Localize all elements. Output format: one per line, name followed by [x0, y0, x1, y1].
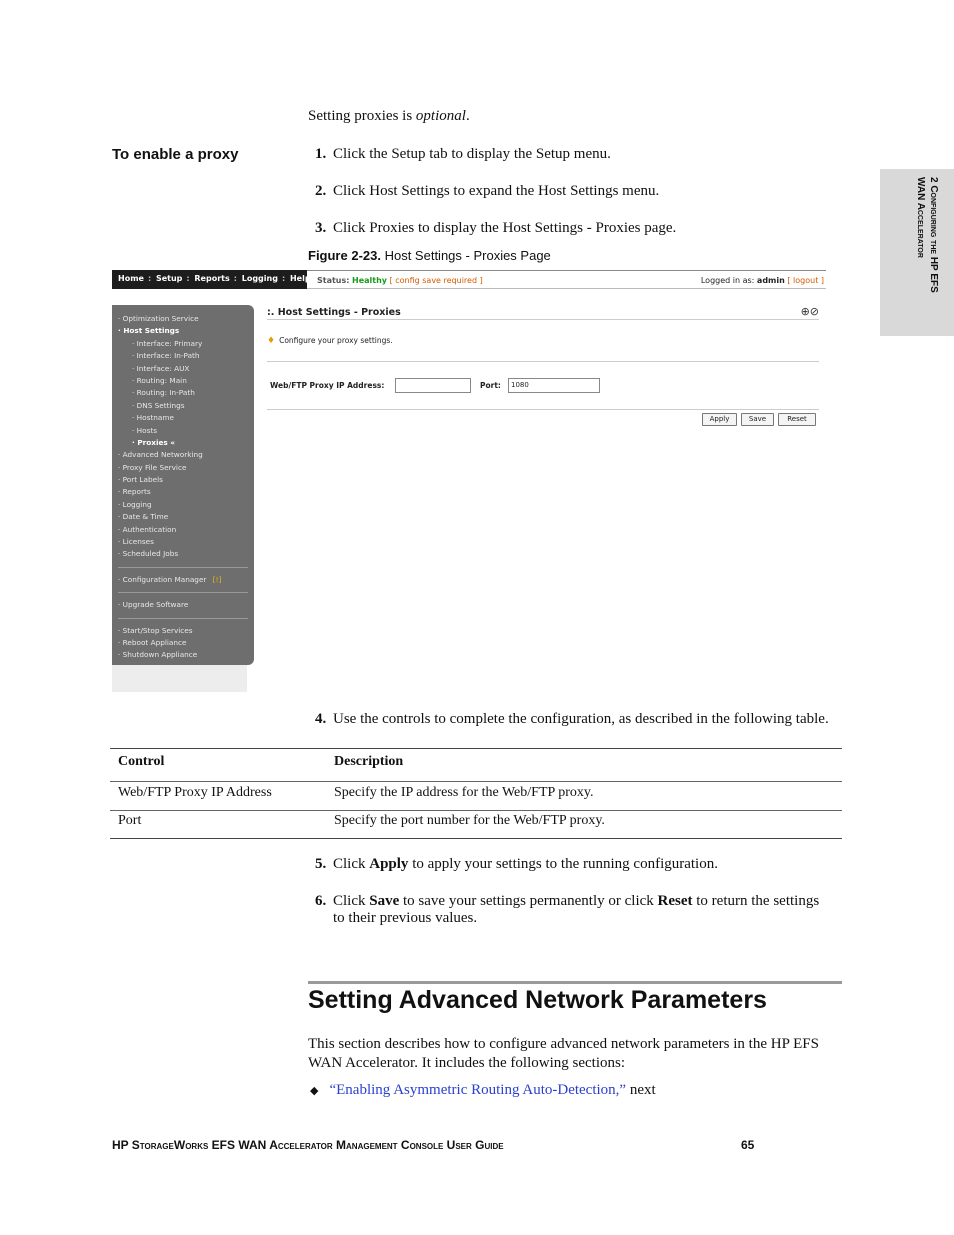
nav-item-label: Shutdown Appliance: [122, 650, 198, 660]
nav-group-settings: [112, 313, 254, 561]
nav-item-label: Hostname: [136, 413, 174, 423]
nav-item-label: Configuration Manager: [122, 574, 207, 584]
step-number: 3.: [315, 220, 327, 236]
nav-item-label: Interface: AUX: [136, 363, 190, 373]
hint-text: Configure your proxy settings.: [279, 336, 393, 345]
status-note[interactable]: [ config save required ]: [389, 276, 483, 285]
step-text: Click the Setup tab to display the Setup menu.: [333, 146, 611, 162]
save-button[interactable]: Save: [741, 413, 774, 426]
nav-item[interactable]: [112, 325, 254, 337]
step-text: Click Host Settings to expand the Host Settings menu.: [333, 183, 660, 199]
table-top-rule: [110, 748, 842, 749]
side-tab-line2: WAN Accelerator: [915, 177, 926, 258]
procedure-heading: To enable a proxy: [112, 146, 239, 163]
intro-text-end: .: [465, 108, 470, 124]
status-bar: [307, 270, 826, 289]
bullet-text: next: [626, 1082, 656, 1098]
menu-home[interactable]: Home: [118, 274, 144, 283]
nav-item-label: Reports: [122, 487, 151, 497]
step-1: [315, 146, 611, 163]
nav-bullet: ·: [132, 363, 137, 373]
nav-item-label: Authentication: [122, 524, 177, 534]
apply-button[interactable]: Apply: [702, 413, 737, 426]
nav-item[interactable]: [112, 437, 254, 449]
nav-divider: [118, 618, 248, 619]
nav-item[interactable]: [112, 499, 254, 511]
help-icons: [801, 305, 819, 318]
intro-paragraph: [308, 108, 470, 125]
step-text: Use the controls to complete the configuration, as described in the following table.: [333, 711, 829, 727]
setup-sidebar: [112, 305, 254, 665]
nav-item[interactable]: [112, 338, 254, 350]
section-title: Setting Advanced Network Parameters: [308, 986, 767, 1014]
step-2: [315, 183, 659, 200]
nav-bullet: ·: [118, 326, 124, 336]
nav-item-reboot[interactable]: · Reboot Appliance: [118, 637, 187, 647]
section-paragraph-line1: This section describes how to configure advanced network parameters in the HP EFS: [308, 1036, 819, 1052]
nav-bullet: ·: [132, 351, 137, 361]
nav-bullet: ·: [118, 475, 123, 485]
table-cell-description: Specify the port number for the Web/FTP proxy.: [334, 813, 605, 828]
chapter-side-tab: [880, 169, 954, 336]
intro-text: Setting proxies is: [308, 108, 416, 124]
login-info: [701, 276, 824, 285]
step-text: Click Proxies to display the Host Settings - Proxies page.: [333, 220, 677, 236]
nav-item[interactable]: [112, 486, 254, 498]
nav-item[interactable]: [112, 548, 254, 560]
footer-title: HP StorageWorks EFS WAN Accelerator Management Console User Guide: [112, 1138, 504, 1152]
nav-bullet: ·: [118, 549, 123, 559]
form-divider-top: [267, 361, 819, 362]
port-label: Port:: [480, 381, 501, 390]
nav-bullet: ·: [132, 388, 137, 398]
menu-setup[interactable]: Setup: [155, 274, 183, 283]
step-number: 6.: [315, 893, 327, 909]
nav-item-configuration-manager[interactable]: · Configuration Manager [!]: [118, 574, 222, 584]
nav-item[interactable]: [112, 412, 254, 424]
nav-item-label: Interface: Primary: [136, 338, 203, 348]
menu-logging[interactable]: Logging: [241, 274, 278, 283]
step-number: 4.: [315, 711, 327, 727]
table-cell-control: Port: [118, 813, 142, 828]
nav-item-label: Routing: In-Path: [136, 388, 195, 398]
nav-item-label: Proxies «: [137, 437, 176, 447]
nav-item[interactable]: [112, 524, 254, 536]
step-bold: Apply: [369, 856, 409, 872]
status-label: Status:: [317, 276, 350, 285]
reset-button[interactable]: Reset: [778, 413, 816, 426]
top-menu-bar: [112, 270, 311, 289]
nav-item-shutdown[interactable]: · Shutdown Appliance: [118, 650, 198, 660]
menu-sep: :: [233, 274, 237, 283]
nav-item-upgrade-software[interactable]: · Upgrade Software: [118, 600, 189, 610]
nav-item-label: Advanced Networking: [122, 450, 203, 460]
menu-sep: :: [281, 274, 286, 283]
nav-item-label: Host Settings: [123, 326, 180, 336]
figure-caption: [308, 248, 551, 263]
step-text: to apply your settings to the running configuration.: [408, 856, 718, 872]
nav-item-start-stop[interactable]: · Start/Stop Services: [118, 625, 193, 635]
form-divider-bottom: [267, 409, 819, 410]
nav-bullet: ·: [132, 425, 137, 435]
help-icon[interactable]: ⊕: [800, 305, 810, 318]
section-paragraph-line2: WAN Accelerator. It includes the following sections:: [308, 1055, 625, 1071]
nav-item[interactable]: [112, 511, 254, 523]
step-number: 5.: [315, 856, 327, 872]
nav-item-label: DNS Settings: [136, 400, 185, 410]
table-cell-control: Web/FTP Proxy IP Address: [118, 785, 272, 800]
table-bottom-rule: [110, 838, 842, 839]
logged-in-label: Logged in as:: [700, 276, 755, 285]
nav-bullet: ·: [118, 499, 123, 509]
status-value: Healthy: [352, 276, 388, 285]
intro-italic: optional: [415, 108, 466, 124]
nav-item[interactable]: [112, 449, 254, 461]
nav-divider: [118, 592, 248, 593]
nav-item[interactable]: [112, 313, 254, 325]
proxy-ip-label: Web/FTP Proxy IP Address:: [270, 381, 385, 390]
step-bold: Reset: [657, 893, 693, 909]
step-text: Click: [333, 856, 370, 872]
nav-bullet: ·: [132, 400, 137, 410]
nav-divider: [118, 567, 248, 568]
nav-item-label: Logging: [122, 499, 152, 509]
status-indicator: [317, 276, 483, 285]
table-cell-description: Specify the IP address for the Web/FTP proxy.: [334, 785, 594, 800]
nav-item-label: Hosts: [136, 425, 158, 435]
nav-item-label: Reboot Appliance: [122, 637, 187, 647]
chapter-side-tab-text: [914, 177, 940, 327]
port-input[interactable]: 1080: [508, 378, 600, 393]
step-number: 1.: [315, 146, 327, 162]
page-title: :. Host Settings - Proxies: [267, 307, 401, 318]
step-number: 2.: [315, 183, 327, 199]
side-tab-line1: 2 Configuring the HP EFS: [928, 177, 939, 293]
step-text: to save your settings permanently or click: [399, 893, 658, 909]
warning-icon: [!]: [212, 574, 222, 584]
page-number: 65: [741, 1138, 755, 1152]
nav-item-label: Interface: In-Path: [136, 351, 200, 361]
step-text: Click: [333, 893, 370, 909]
step-3: [315, 220, 676, 237]
figure-label: Figure 2-23.: [308, 248, 381, 263]
menu-sep: :: [147, 274, 152, 283]
title-divider: [267, 319, 819, 320]
diamond-bullet-icon: ◆: [310, 1085, 319, 1097]
step-text: to return the settings: [692, 893, 820, 909]
section-paragraph: [308, 1035, 819, 1073]
nav-item[interactable]: [112, 462, 254, 474]
nav-item[interactable]: [112, 536, 254, 548]
menu-sep: :: [186, 274, 190, 283]
proxy-ip-input[interactable]: [395, 378, 471, 393]
step-bold: Save: [369, 893, 400, 909]
nav-item-label: Upgrade Software: [122, 600, 189, 610]
hint-line: [267, 336, 393, 346]
nav-bullet: ·: [118, 314, 123, 323]
nav-item[interactable]: [112, 474, 254, 486]
step-text-line2: to their previous values.: [333, 910, 478, 926]
nav-item-label: Optimization Service: [122, 314, 199, 323]
nav-bullet: ·: [118, 487, 123, 497]
nav-item[interactable]: [112, 425, 254, 437]
nav-bullet: ·: [118, 450, 123, 460]
step-6: [315, 893, 845, 927]
nav-item[interactable]: [112, 400, 254, 412]
nav-bullet: ·: [132, 437, 138, 447]
table-row-rule: [110, 810, 842, 811]
print-icon[interactable]: ⊘: [809, 305, 819, 318]
nav-item-label: Port Labels: [122, 475, 163, 485]
sidebar-footer: [112, 665, 247, 692]
section-link[interactable]: “Enabling Asymmetric Routing Auto-Detection,”: [329, 1082, 627, 1098]
table-header-rule: [110, 781, 842, 782]
nav-item[interactable]: [112, 363, 254, 375]
table-header-control: Control: [118, 754, 165, 769]
nav-bullet: ·: [132, 413, 137, 423]
proxies-page-screenshot: [112, 270, 826, 692]
nav-item-label: Proxy File Service: [122, 462, 187, 472]
nav-item-label: Routing: Main: [136, 375, 187, 385]
nav-bullet: ·: [132, 375, 137, 385]
table-header-description: Description: [334, 754, 404, 769]
proxies-content: [267, 305, 819, 425]
nav-item-label: Start/Stop Services: [122, 625, 193, 635]
step-5: [315, 856, 718, 873]
nav-item-label: Date & Time: [122, 512, 169, 522]
nav-item-label: Licenses: [122, 537, 154, 547]
nav-bullet: ·: [118, 512, 123, 522]
nav-item[interactable]: [112, 387, 254, 399]
menu-help[interactable]: Help: [289, 274, 311, 283]
nav-bullet: ·: [132, 338, 137, 348]
nav-bullet: ·: [118, 537, 123, 547]
nav-bullet: ·: [118, 462, 123, 472]
logout-link[interactable]: [ logout ]: [787, 276, 824, 285]
nav-item[interactable]: [112, 350, 254, 362]
bullet-item: [310, 1082, 656, 1099]
nav-bullet: ·: [118, 524, 123, 534]
menu-reports[interactable]: Reports: [194, 274, 230, 283]
lightbulb-icon: ♦: [267, 336, 276, 346]
username: admin: [756, 276, 785, 285]
section-rule: [308, 981, 842, 984]
nav-item-label: Scheduled Jobs: [122, 549, 179, 559]
figure-caption-text: Host Settings - Proxies Page: [384, 248, 551, 263]
step-4: [315, 711, 829, 728]
nav-item[interactable]: [112, 375, 254, 387]
